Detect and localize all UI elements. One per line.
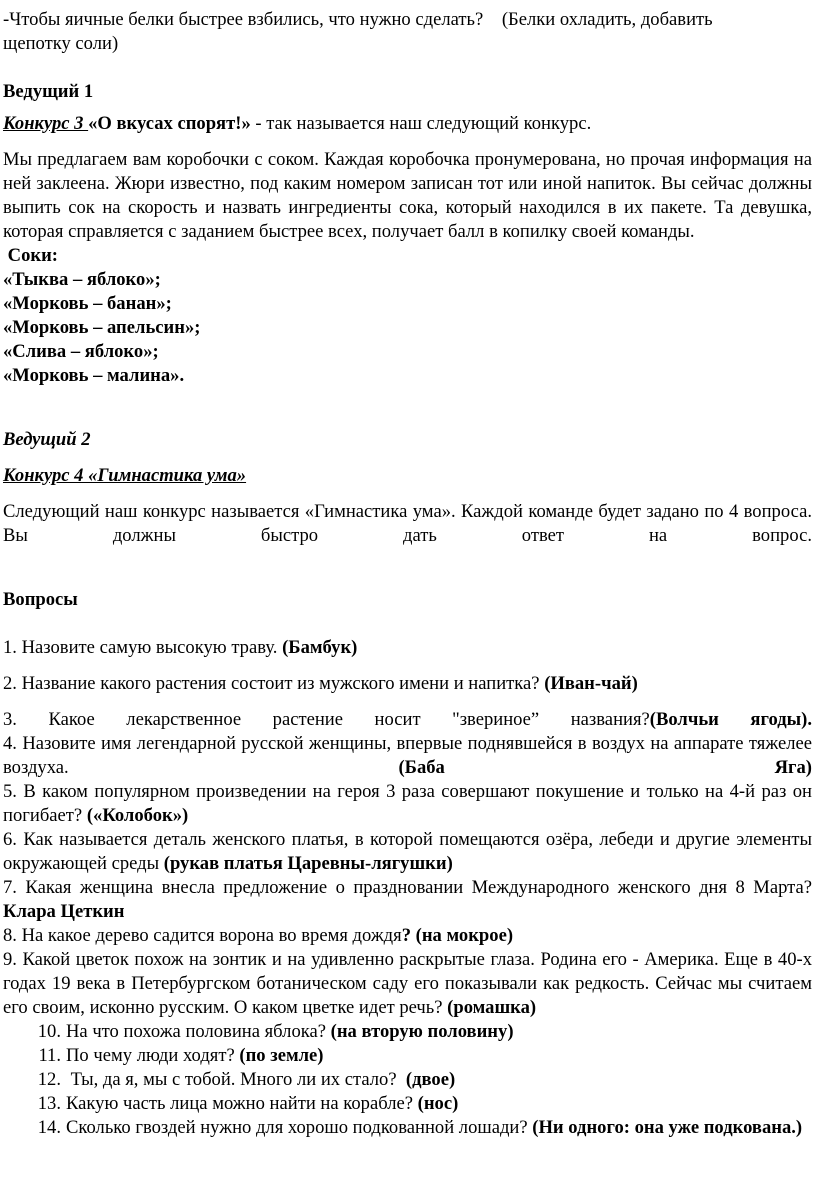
juice-item: «Морковь – апельсин»; — [3, 317, 201, 338]
question-answer: («Колобок») — [86, 805, 189, 826]
contest3-title: «О вкусах спорят!» — [88, 113, 251, 134]
intro-question: -Чтобы яичные белки быстрее взбились, что нужно сделать? — [3, 9, 484, 30]
question-answer: (Бамбук) — [282, 637, 358, 658]
question-item: 5. В каком популярном произведении на героя 3 раза совершают покушение и только на 4-й раз он погибает? («Колобок») — [3, 781, 812, 826]
question-item: 3. Какое лекарственное растение носит "звериное” названия?(Волчьи ягоды). — [3, 709, 812, 730]
question-answer: ? (на мокрое) — [401, 925, 514, 946]
juice-item: «Морковь – банан»; — [3, 293, 172, 314]
item-answer: (двое) — [405, 1069, 456, 1090]
question-item: 4. Назовите имя легендарной русской женщины, впервые поднявшейся в воздух на аппарате тяжелее воздуха. (Баба Яга) — [3, 733, 812, 778]
question-item: 1. Назовите самую высокую траву. (Бамбук) — [3, 637, 358, 658]
question-answer: (Волчьи ягоды). — [649, 709, 812, 730]
juice-item: «Морковь – малина». — [3, 365, 185, 386]
contest4-description: Следующий наш конкурс называется «Гимнастика ума». Каждой команде будет задано по 4 вопроса. Вы должны быстро дать ответ на вопрос. — [3, 501, 812, 546]
item-answer: (на вторую половину) — [330, 1021, 514, 1042]
intro-answer-cont: щепотку соли) — [3, 33, 119, 54]
juice-item: «Слива – яблоко»; — [3, 341, 159, 362]
question-answer: Клара Цеткин — [3, 901, 125, 922]
question-item: 6. Как называется деталь женского платья, в которой помещаются озёра, лебеди и другие элементы окружающей среды (рукав платья Царевны-лягушки) — [3, 829, 812, 874]
numbered-item: 11. По чему люди ходят? (по земле) — [3, 1044, 812, 1068]
numbered-item: 10. На что похожа половина яблока? (на вторую половину) — [3, 1020, 812, 1044]
contest3-rest: - так называется наш следующий конкурс. — [250, 113, 592, 134]
numbered-item: 13. Какую часть лица можно найти на корабле? (нос) — [3, 1092, 812, 1116]
host2-heading: Ведущий 2 — [3, 429, 91, 450]
item-number: 10. — [37, 1021, 61, 1042]
item-number: 11. — [38, 1045, 61, 1066]
question-answer: (Баба Яга) — [398, 757, 812, 778]
contest3-description: Мы предлагаем вам коробочки с соком. Каждая коробочка пронумерована, но прочая информация на ней заклеена. Жюри известно, под каким номером записан тот или иной напиток. Вы сейчас должны выпить сок на скорость и назвать ингредиенты сока, который находился в их пакете. Та девушка, которая справляется с заданием быстрее всех, получает балл в копилку своей команды. — [3, 149, 812, 242]
contest3-label: Конкурс 3 — [3, 113, 89, 134]
question-answer: (ромашка) — [447, 997, 537, 1018]
item-answer: (Ни одного: она уже подкована.) — [532, 1117, 803, 1138]
contest3-heading — [3, 112, 812, 136]
questions-heading: Вопросы — [3, 589, 78, 610]
numbered-item: 12. Ты, да я, мы с тобой. Много ли их стало? (двое) — [3, 1068, 812, 1092]
question-item: 8. На какое дерево садится ворона во время дождя? (на мокрое) — [3, 925, 514, 946]
juices-title: Соки: — [3, 245, 58, 266]
item-answer: (нос) — [417, 1093, 459, 1114]
question-item: 2. Название какого растения состоит из мужского имени и напитка? (Иван-чай) — [3, 673, 638, 694]
host1-heading: Ведущий 1 — [3, 81, 94, 102]
numbered-item: 14. Сколько гвоздей нужно для хорошо подкованной лошади? (Ни одного: она уже подкована.) — [3, 1116, 812, 1140]
contest4-heading: Конкурс 4 «Гимнастика ума» — [3, 465, 247, 486]
question-answer: (рукав платья Царевны-лягушки) — [163, 853, 453, 874]
intro-paragraph — [3, 8, 812, 56]
item-number: 13. — [37, 1093, 61, 1114]
question-answer: (Иван-чай) — [544, 673, 638, 694]
question-item: 9. Какой цветок похож на зонтик и на удивленно раскрытые глаза. Родина его - Америка. Еще в 40-х годах 19 века в Петербургском ботаническом саду его показывали как редкость. Сейчас мы считаем его своим, исконно русским. О каком цветке идет речь? (ромашка) — [3, 949, 812, 1018]
item-answer: (по земле) — [239, 1045, 324, 1066]
intro-answer: (Белки охладить, добавить — [501, 9, 713, 30]
item-number: 12. — [37, 1069, 61, 1090]
question-item: 7. Какая женщина внесла предложение о праздновании Международного женского дня 8 Марта? Клара Цеткин — [3, 877, 812, 922]
item-number: 14. — [37, 1117, 61, 1138]
juice-item: «Тыква – яблоко»; — [3, 269, 161, 290]
